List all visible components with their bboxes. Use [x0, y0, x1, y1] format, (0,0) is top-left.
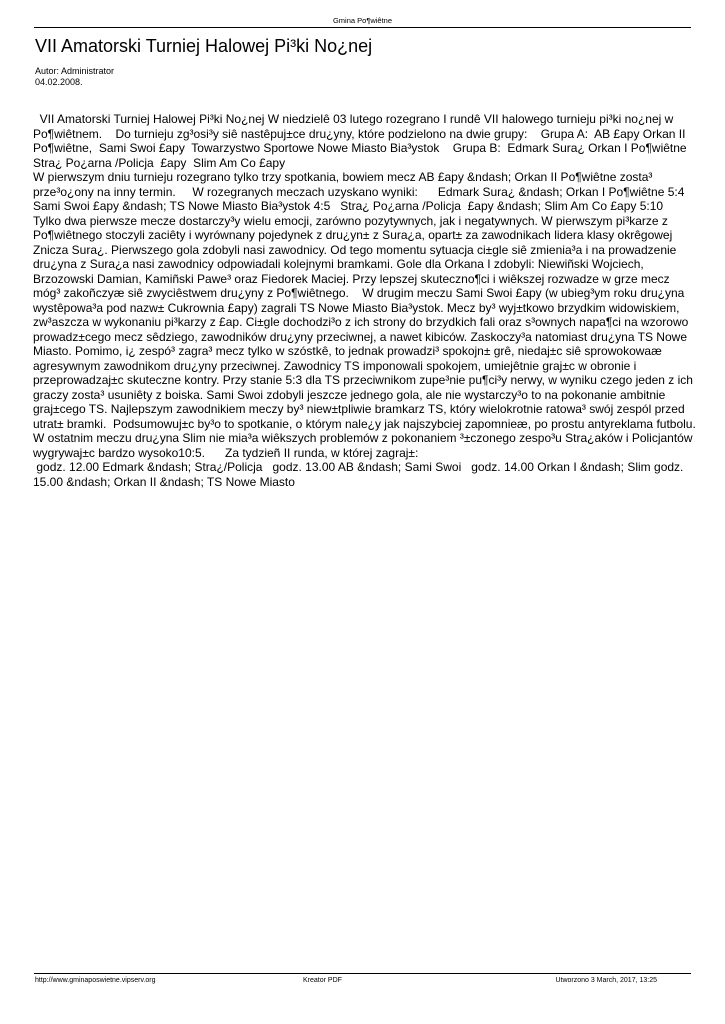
- author-line: Autor: Administrator: [35, 66, 115, 76]
- article-body: [33, 112, 698, 489]
- header-site-title: Gmina Po¶wiêtne: [332, 16, 393, 25]
- footer-created: Utworzono 3 March, 2017, 13:25: [555, 977, 657, 984]
- article-paragraph: VII Amatorski Turniej Halowej Pi³ki No¿nej W niedzielê 03 lutego rozegrano I rundê VII halowego turnieju pi³ki no¿nej w Po¶wiêtnem. Do turnieju zg³osi³y siê nastêpuj±ce dru¿yny, które podzielono na dwie grupy: Grupa A: AB £apy Orkan II Po¶wiêtne, Sami Swoi £apy Towarzystwo Sportowe Nowe Miasto Bia³ystok Grupa B: Edmark Sura¿ Orkan I Po¶wiêtne Stra¿ Po¿arna /Policja £apy Slim Am Co £apy W pierwszym dniu turnieju rozegrano tylko trzy spotkania, bowiem mecz AB £apy &ndash; Orkan II Po¶wiêtne zosta³ prze³o¿ony na inny termin. W rozegranych meczach uzyskano wyniki: Edmark Sura¿ &ndash; Orkan I Po¶wiêtne 5:4 Sami Swoi £apy &ndash; TS Nowe Miasto Bia³ystok 4:5 Stra¿ Po¿arna /Policja £apy &ndash; Slim Am Co £apy 5:10 Tylko dwa pierwsze mecze dostarczy³y wielu emocji, zarówno pozytywnych, jak i negatywnych. W pierwszym pi³karze z Po¶wiêtnego stoczyli zaciêty i wyrównany pojedynek z dru¿yn± z Sura¿a, opart± za zawodnikach lidera klasy okrêgowej Znicza Sura¿. Pierwszego gola zdobyli nasi zawodnicy. Od tego momentu sytuacja ci±gle siê zmienia³a i na prowadzenie dru¿yna z Sura¿a nasi zawodnicy odpowiadali kolejnymi bramkami. Gole dla Orkana I zdobyli: Niewiñski Wojciech, Brzozowski Damian, Kamiñski Pawe³ oraz Fiedorek Maciej. Przy lepszej skuteczno¶ci i wiêkszej rozwadze w grze mecz móg³ zakoñczyæ siê zwyciêstwem dru¿yny z Po¶wiêtnego. W drugim meczu Sami Swoi £apy (w ubieg³ym roku dru¿yna wystêpowa³a pod nazw± Cukrownia £apy) zagrali TS Nowe Miasto Bia³ystok. Mecz by³ wyj±tkowo brzydkim widowiskiem, zw³aszcza w wykonaniu pi³karzy z £ap. Ci±gle dochodzi³o z ich strony do brzydkich fali oraz s³ownych napa¶ci na wzorowo prowadz±cego mecz sêdziego, zawodników dru¿yny przeciwnej, a nawet kibiców. Zaskoczy³a natomiast dru¿yna TS Nowe Miasto. Pomimo, i¿ zespó³ zagra³ mecz tylko w szóstkê, to jednak prowadzi³ spokojn± grê, niedaj±c siê sprowokowaæ agresywnym zawodnikom dru¿yny przeciwnej. Zawodnicy TS imponowali spokojem, umiejêtnie graj±c w obronie i przeprowadzaj±c skuteczne kontry. Przy stanie 5:3 dla TS przeciwnikom zupe³nie pu¶ci³y nerwy, w wyniku czego jeden z ich graczy zosta³ usuniêty z boiska. Sami Swoi zdobyli jeszcze jednego gola, ale nie wystarczy³o to na pokonanie ambitnie graj±cego TS. Najlepszym zawodnikiem meczy by³ niew±tpliwie bramkarz TS, który wielokrotnie ratowa³ swój zespól przed utrat± bramki. Podsumowuj±c by³o to spotkanie, o którym nale¿y jak najszybciej zapomnieæ, po prostu antyreklama futbolu. W ostatnim meczu dru¿yna Slim nie mia³a wiêkszych problemów z pokonaniem ³±czonego zespo³u Stra¿aków i Policjantów wygrywaj±c bardzo wysoko10:5. Za tydzieñ II runda, w której zagraj±:: [33, 112, 696, 460]
- publish-date: 04.02.2008.: [35, 76, 83, 87]
- header-divider: [34, 27, 691, 28]
- footer-generator: Kreator PDF: [303, 977, 342, 984]
- footer-url: http://www.gminaposwietne.vipserv.org: [35, 977, 156, 984]
- page-title: VII Amatorski Turniej Halowej Pi³ki No¿nej: [35, 36, 373, 56]
- footer-divider: [34, 973, 691, 974]
- article-meta: [35, 66, 114, 87]
- match-schedule: godz. 12.00 Edmark &ndash; Stra¿/Policja godz. 13.00 AB &ndash; Sami Swoi godz. 14.00 Orkan I &ndash; Slim godz. 15.00 &ndash; Orkan II &ndash; TS Nowe Miasto: [33, 460, 687, 489]
